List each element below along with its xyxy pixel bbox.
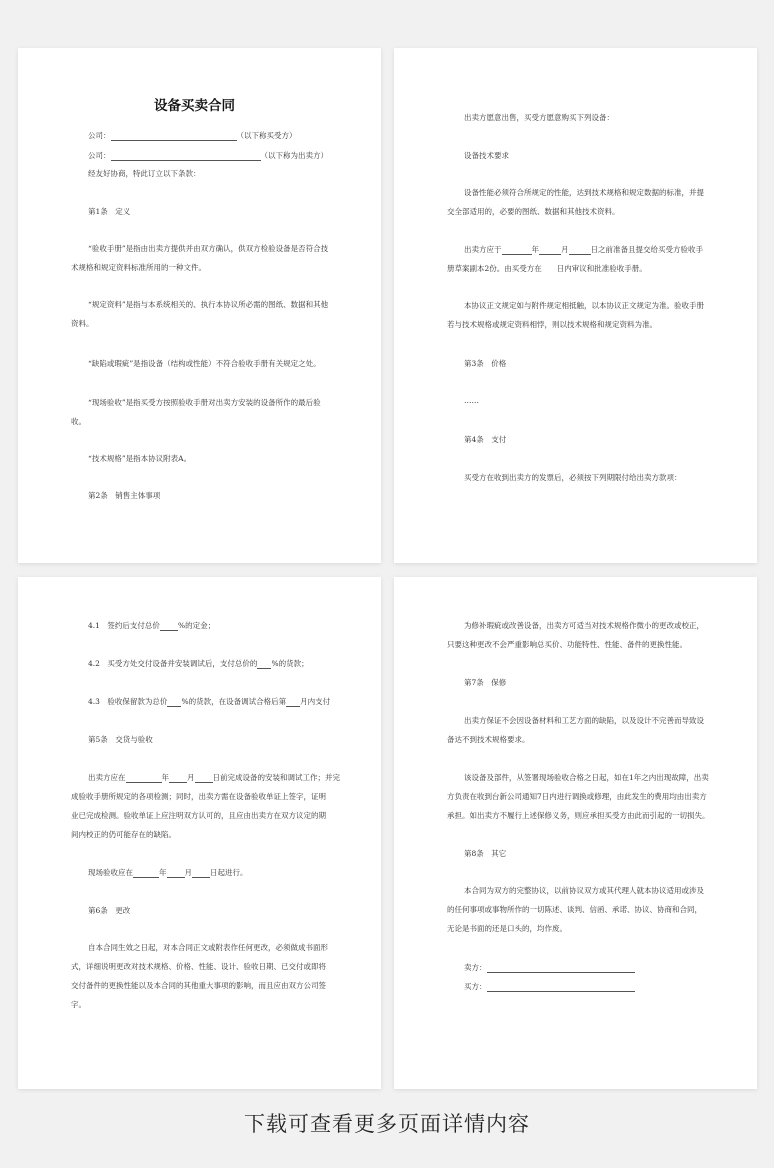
buyer-company-line: 公司： （以下称买受方） [88, 131, 297, 140]
delivery-line-2: 成验收手册所规定的各项检测；同时，出卖方需在设备验收单证上签字，证明 [71, 792, 326, 801]
article-7-heading: 第7条 保修 [464, 678, 507, 687]
payment-terms-text: 买受方在收到出卖方的发票后，必须按下列期限付给出卖方款项： [464, 473, 682, 482]
article-4-heading: 第4条 支付 [464, 435, 507, 444]
precedence-line-2: 若与技术规格或规定资料相悖，则以技术规格和规定资料为准。 [447, 320, 657, 329]
seller-company-line: 公司： （以下称为出卖方） [88, 151, 328, 160]
entire-agreement-line-1: 本合同为双方的完整协议，以前协议双方或其代理人就本协议适用或涉及 [464, 886, 704, 895]
change-line-3: 交付备件的更换性能以及本合同的其他重大事项的影响，而且应由双方公司签 [71, 981, 326, 990]
page-title: 设备买卖合同 [154, 98, 235, 114]
article-2-heading: 第2条 销售主体事项 [88, 491, 161, 500]
contract-page-3 [18, 577, 381, 1089]
retention-percent-blank [167, 698, 181, 707]
deposit-percent-blank [160, 622, 178, 631]
definition-2-line-1: “规定资料”是指与本系统相关的、执行本协议所必需的图纸、数据和其他 [88, 300, 329, 309]
payment-clause-4-1: 4.1 签约后支付总价 %的定金； [88, 621, 216, 630]
seller-company-blank [111, 152, 261, 161]
article-1-heading: 第1条 定义 [88, 207, 131, 216]
seller-signature-blank [487, 964, 635, 973]
entire-agreement-line-3: 无论是书面的还是口头的，均作废。 [447, 924, 567, 933]
article-3-heading: 第3条 价格 [464, 359, 507, 368]
repair-line-1: 该设备及部件，从签署现场验收合格之日起，如在1年之内出现故障，出卖 [464, 773, 709, 782]
repair-line-2: 方负责在收到台新公司通知7日内进行调换或修理，由此发生的费用均由出卖方 [447, 792, 707, 801]
minor-change-line-1: 为修补瑕疵或改善设备，出卖方可适当对技术规格作微小的更改或校正， [464, 621, 704, 630]
goods-percent-blank [257, 660, 271, 669]
delivery-month-blank [169, 774, 187, 783]
ellipsis-text: …… [464, 396, 479, 405]
definition-4-line-2: 收。 [71, 417, 86, 426]
month-blank [539, 246, 561, 255]
year-blank [502, 246, 532, 255]
site-acceptance-line: 现场验收应在 年 月 日起进行。 [88, 868, 248, 877]
article-5-heading: 第5条 交货与验收 [88, 735, 153, 744]
minor-change-line-2: 只要这种更改不会严重影响总买价、功能特性、性能、备件的更换性能。 [447, 640, 687, 649]
contract-page-4 [394, 577, 757, 1089]
delivery-day-blank [195, 774, 213, 783]
manual-deadline-line-1: 出卖方应于 年 月 日之前准备且提交给买受方验收手 [464, 245, 703, 254]
delivery-year-blank [126, 774, 162, 783]
delivery-line-4: 间内校正的仍可能存在的缺陷。 [71, 830, 176, 839]
article-8-heading: 第8条 其它 [464, 849, 507, 858]
definition-5-line-1: “技术规格”是指本协议附表A。 [88, 454, 192, 463]
change-line-4: 字。 [71, 1000, 86, 1009]
contract-page-2 [394, 48, 757, 563]
delivery-line-1: 出卖方应在 年 月 日前完成设备的安装和调试工作；并完 [88, 773, 340, 782]
definition-1-line-1: “验收手册”是指由出卖方提供并由双方确认，供双方检验设备是否符合技 [88, 244, 329, 253]
performance-line-2: 交全部适用的，必要的图纸、数据和其他技术资料。 [447, 207, 620, 216]
acceptance-year-blank [133, 869, 159, 878]
buyer-signature-blank [487, 983, 635, 992]
payment-clause-4-3: 4.3 验收保留款为总价 %的货款，在设备调试合格后第 月内支付 [88, 697, 331, 706]
definition-2-line-2: 资料。 [71, 319, 94, 328]
buyer-signature-line: 买方： [464, 981, 635, 992]
repair-line-3: 承担。如出卖方不履行上述保修义务，则应承担买受方由此而引起的一切损失。 [447, 811, 710, 820]
performance-line-1: 设备性能必须符合所规定的性能，达到技术规格和规定数据的标准，并提 [464, 188, 704, 197]
delivery-line-3: 业已完成检测。验收单证上应注明双方认可的，且应由出卖方在双方议定的期 [71, 811, 326, 820]
acceptance-day-blank [192, 869, 210, 878]
warranty-line-2: 备达不到技术规格要求。 [447, 735, 530, 744]
entire-agreement-line-2: 的任何事项或事物所作的一切陈述、谈判、信函、承诺、协议、协商和合同， [447, 905, 702, 914]
day-blank [569, 246, 591, 255]
change-line-2: 式，详细说明更改对技术规格、价格、性能、设计、验收日期、已交付或即将 [71, 962, 326, 971]
seller-signature-line: 卖方： [464, 962, 635, 973]
definition-1-line-2: 术规格和规定资料标准所用的一种文件。 [71, 263, 206, 272]
warranty-line-1: 出卖方保证不会因设备材料和工艺方面的缺陷，以及设计不完善而导致设 [464, 716, 704, 725]
download-more-caption: 下载可查看更多页面详情内容 [244, 1112, 530, 1136]
tech-requirements-heading: 设备技术要求 [464, 151, 509, 160]
acceptance-month-blank [167, 869, 185, 878]
intro-text: 经友好协商，特此订立以下条款： [88, 169, 201, 178]
manual-deadline-line-2: 册草案副本2份。由买受方在 日内审议和批准验收手册。 [447, 264, 647, 273]
article-6-heading: 第6条 更改 [88, 906, 131, 915]
retention-month-blank [286, 698, 300, 707]
definition-3-line-1: “缺陷或瑕疵”是指设备（结构或性能）不符合验收手册有关规定之处。 [88, 359, 321, 368]
contract-page-1 [18, 48, 381, 563]
payment-clause-4-2: 4.2 买受方处交付设备并安装调试后，支付总价的 %的货款； [88, 659, 309, 668]
buyer-company-blank [111, 132, 237, 141]
sale-intent-text: 出卖方愿意出售，买受方愿意购买下列设备： [464, 113, 614, 122]
definition-4-line-1: “现场验收”是指买受方按照验收手册对出卖方安装的设备所作的最后验 [88, 398, 321, 407]
precedence-line-1: 本协议正文规定如与附件规定相抵触，以本协议正文规定为准。验收手册 [464, 301, 704, 310]
change-line-1: 自本合同生效之日起，对本合同正文或附表作任何更改，必须做成书面形 [88, 943, 328, 952]
